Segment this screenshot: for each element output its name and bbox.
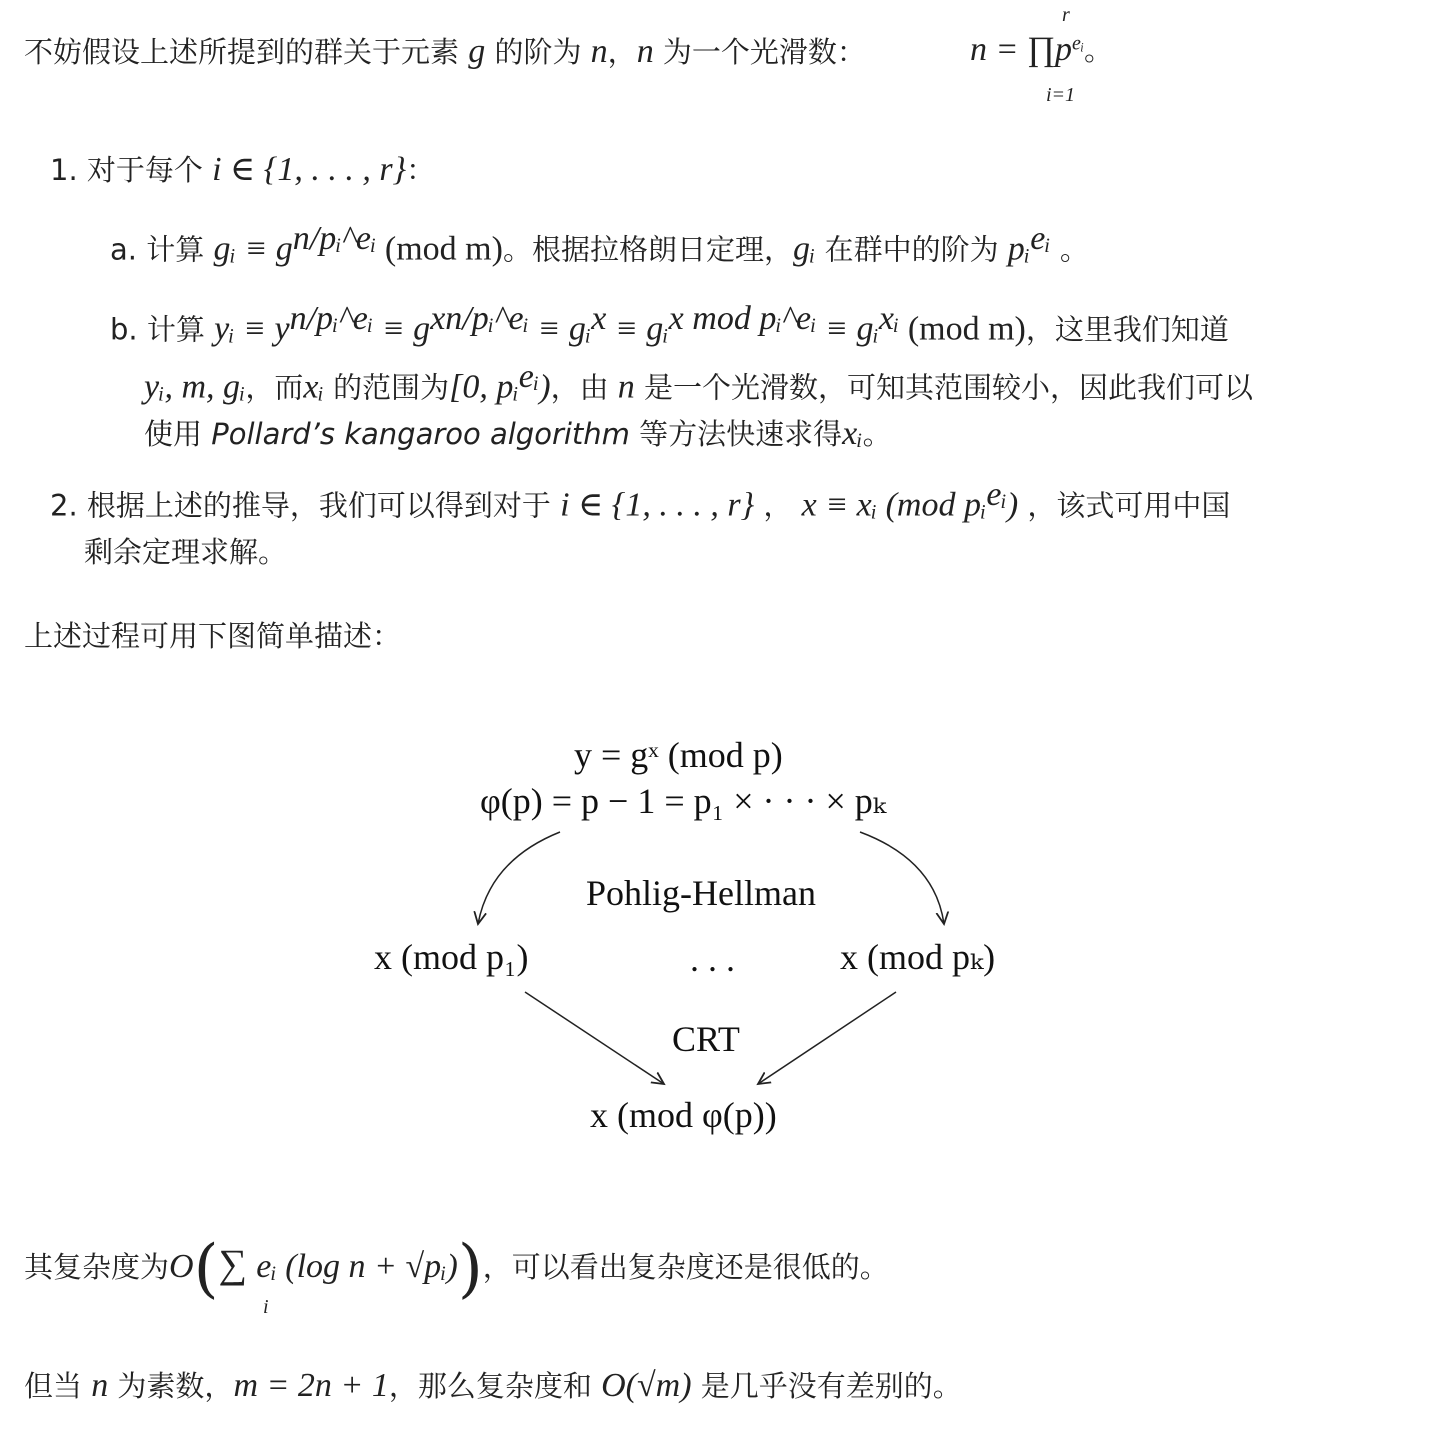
product-top: r: [1062, 4, 1070, 26]
math: eᵢ (log n + √pᵢ): [256, 1248, 458, 1285]
arrow-left-down: [478, 832, 560, 924]
math: O(√m): [601, 1367, 692, 1404]
math: ≡ gᵢ: [606, 310, 669, 348]
text: 在群中的阶为: [815, 232, 1008, 267]
math: ≡ gᵢ: [816, 310, 879, 348]
math: g: [468, 33, 486, 70]
text: ，可以看出复杂度还是很低的。: [482, 1250, 889, 1284]
math: n = ∏: [970, 31, 1055, 68]
text: ，该式可用中国: [1018, 488, 1231, 523]
list-letter: a.: [110, 232, 137, 267]
text: ，由: [550, 370, 618, 405]
math: ≡ gᵢ: [528, 310, 592, 348]
math: O: [169, 1248, 194, 1285]
math: (mod m): [899, 310, 1026, 348]
text: 为一个光滑数：: [653, 35, 866, 69]
sum-index: i: [263, 1296, 269, 1318]
text: ，这里我们知道: [1025, 312, 1229, 347]
last-paragraph: [24, 1364, 962, 1405]
sum-symbol: ∑: [218, 1241, 248, 1286]
text: 使用: [144, 417, 212, 451]
arrow-left-crt: [525, 992, 664, 1084]
text: 是一个光滑数，可知其范围较小，因此我们可以: [634, 370, 1254, 405]
math: i ∈ {1, . . . , r}: [212, 151, 407, 188]
text: 等方法快速求得: [629, 417, 843, 451]
text: 。: [862, 417, 892, 451]
text: ，: [607, 35, 637, 69]
paren-close: ): [457, 1232, 483, 1306]
list-item-2-line2: 剩余定理求解。: [84, 535, 288, 569]
math: n: [590, 33, 608, 70]
math: n: [91, 1367, 109, 1404]
product-bottom: i=1: [1046, 84, 1076, 106]
diagram-intro: 上述过程可用下图简单描述：: [24, 619, 402, 653]
list-number: 2.: [50, 488, 78, 523]
math: xᵢ: [842, 415, 863, 452]
text: 的范围为: [323, 370, 450, 405]
text: 是几乎没有差别的。: [691, 1369, 962, 1403]
diagram-equation: y = gˣ (mod p): [574, 735, 783, 775]
list-letter: b.: [110, 312, 138, 347]
text: 但当: [24, 1369, 92, 1403]
list-number: 1.: [50, 153, 78, 187]
math: xn/pᵢ^eᵢ: [430, 300, 529, 337]
diagram-bottom-node: x (mod φ(p)): [590, 1095, 777, 1135]
math: gᵢ: [792, 230, 816, 268]
text: ，而: [245, 370, 304, 405]
text: 。: [1050, 232, 1089, 267]
text: 计算: [146, 232, 214, 267]
text: 根据上述的推导，我们可以得到对于: [86, 488, 561, 523]
algorithm-name: Pollard’s kangaroo algorithm: [211, 417, 630, 451]
diagram-phi: φ(p) = p − 1 = p₁ × · · · × pₖ: [480, 781, 886, 821]
diagram-right-node: x (mod pₖ): [840, 937, 996, 977]
math: m = 2n + 1: [233, 1367, 389, 1404]
arrow-right-down: [860, 832, 944, 924]
text: 计算: [146, 312, 215, 347]
math: eᵢ: [986, 476, 1007, 513]
math: ): [539, 368, 551, 406]
math: yᵢ, m, gᵢ: [144, 368, 246, 406]
math: xᵢ: [303, 368, 324, 406]
math: xᵢ: [878, 300, 900, 337]
math: (mod m): [376, 230, 503, 268]
math: n/pᵢ^eᵢ: [289, 300, 374, 337]
math: eᵢ: [1030, 220, 1051, 257]
text: ，那么复杂度和: [388, 1369, 602, 1403]
math: n: [636, 33, 654, 70]
diagram-left-node: x (mod p₁): [374, 937, 529, 977]
math: ): [1006, 486, 1019, 524]
math: ≡ g: [373, 310, 431, 348]
math: pᵢ: [1007, 230, 1031, 268]
text: 。: [1083, 33, 1113, 67]
complexity-paragraph: [24, 1232, 889, 1306]
text: 。根据拉格朗日定理，: [502, 232, 793, 267]
math: i ∈ {1, . . . , r}: [560, 486, 755, 524]
text: 对于每个: [86, 153, 213, 187]
text: 的阶为: [485, 35, 591, 69]
text: 其复杂度为: [24, 1250, 170, 1284]
math: gᵢ ≡ g: [213, 230, 293, 268]
diagram-label-pohlig-hellman: Pohlig-Hellman: [586, 873, 816, 913]
text: 不妨假设上述所提到的群关于元素: [24, 35, 469, 69]
math: [0, pᵢ: [449, 368, 519, 406]
math: x mod pᵢ^eᵢ: [668, 300, 817, 337]
diagram-dots: . . .: [690, 939, 735, 979]
text: ：: [406, 153, 436, 187]
text: ，: [754, 488, 802, 523]
paren-open: (: [193, 1232, 219, 1306]
math: n: [617, 368, 635, 406]
diagram-label-crt: CRT: [672, 1019, 740, 1059]
math: eᵢ: [1071, 32, 1084, 55]
math: x: [591, 300, 607, 337]
math: yᵢ ≡ y: [214, 310, 290, 348]
text: 为素数，: [108, 1369, 234, 1403]
math: p: [1054, 31, 1072, 68]
math: eᵢ: [518, 358, 540, 395]
arrow-right-crt: [758, 992, 896, 1084]
math: x ≡ xᵢ (mod pᵢ: [801, 486, 987, 524]
math: n/pᵢ^eᵢ: [292, 220, 377, 257]
